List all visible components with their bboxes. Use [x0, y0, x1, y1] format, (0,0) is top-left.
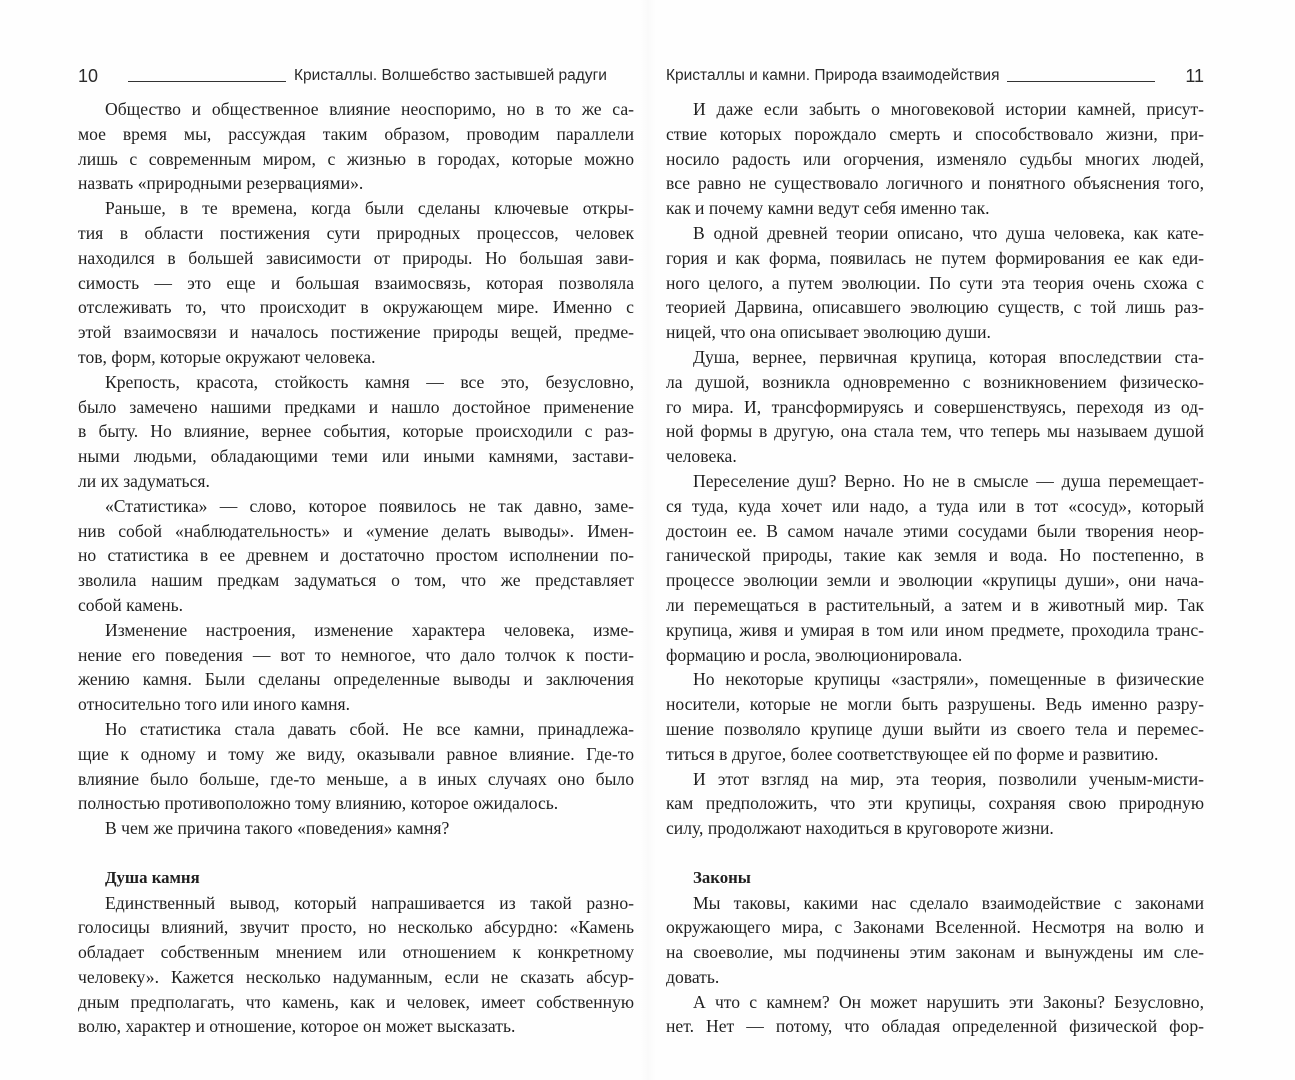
text-line: Раньше, в те времена, когда были сделаны ключевые откры- [105, 198, 634, 219]
right-running-header [666, 62, 1204, 86]
text-line: отслеживать то, что происходит в окружающем мире. Именно с [78, 297, 634, 318]
text-line: В чем же причина такого «поведения» камня? [105, 818, 450, 839]
text-line: Изменение настроения, изменение характера человека, изме- [105, 619, 634, 640]
text-line: собой камень. [78, 594, 184, 615]
text-line: жению камня. Были сделаны определенные выводы и заключения [78, 669, 634, 690]
text-line: го мира. И, трансформируясь и совершенствуясь, переходя из од- [666, 396, 1204, 417]
text-line: волю, характер и отношение, которое он может высказать. [78, 1016, 516, 1037]
text-line: обладает собственным мнением или отношением к конкретному [78, 942, 634, 963]
paragraph [78, 494, 634, 618]
text-line: ла душой, возникла одновременно с возникновением физическо- [666, 371, 1204, 392]
left-running-header [78, 62, 634, 86]
text-line: полностью противоположно тому влиянию, которое ожидалось. [78, 793, 559, 814]
text-line: достоин ее. В самом начале этими сосудами были творения неор- [666, 520, 1204, 541]
header-rule [1007, 81, 1155, 82]
text-line: все равно не существовало логичного и понятного объяснения того, [666, 173, 1204, 194]
text-line: теорией Дарвина, описавшего эволюцию существ, с той лишь раз- [666, 297, 1204, 318]
text-line: лишь с современным миром, с жизнью в городах, которые можно [78, 148, 634, 169]
text-line: тов, форм, которые окружают человека. [78, 346, 376, 367]
paragraph [78, 196, 634, 370]
paragraph [78, 97, 634, 196]
text-line: дным предполагать, что камень, как и человек, имеет собственную [78, 991, 634, 1012]
text-line: ницей, что она описывает эволюцию души. [666, 322, 991, 343]
text-line: гория и как форма, появилась не путем формирования ее как еди- [666, 247, 1204, 268]
text-line: нет. Нет — потому, что обладая определенной физической фор- [666, 1016, 1204, 1037]
paragraph [666, 97, 1204, 221]
text-line: крупица, живя и умирая в том или ином предмете, проходила транс- [666, 619, 1204, 640]
text-line: зволила нашим предкам задуматься о том, что же представляет [78, 570, 634, 591]
text-line: щие к одному и тому же виду, оказывали равное влияние. Где-то [78, 743, 634, 764]
left-page-number: 10 [78, 66, 99, 86]
text-line: шение позволяло крупице души выйти из своего тела и перемес- [666, 718, 1204, 739]
text-line: нение его поведения — вот то немногое, что дало толчок к пости- [78, 644, 634, 665]
text-line: этой взаимосвязи и началось постижение природы вещей, предме- [78, 322, 634, 343]
text-line: было замечено нашими предками и нашло достойное применение [78, 396, 634, 417]
text-line: процессе эволюции земли и эволюции «крупицы души», они нача- [666, 570, 1204, 591]
text-line: мое время мы, рассуждая таким образом, проводим параллели [78, 123, 634, 144]
right-page-text [666, 97, 1204, 1039]
text-line: носители, которые не могли быть разрушены. Ведь именно разру- [666, 694, 1204, 715]
text-line: голосицы влияний, звучит просто, но несколько абсурдно: «Камень [78, 917, 634, 938]
left-running-title: Кристаллы. Волшебство застывшей радуги [294, 67, 607, 84]
paragraph [78, 891, 634, 1040]
text-line: В одной древней теории описано, что душа человека, как кате- [693, 222, 1204, 243]
section-spacer [78, 841, 634, 866]
text-line: довать. [666, 966, 720, 987]
text-line: Единственный вывод, который напрашивается из такой разно- [105, 892, 634, 913]
text-line: кам предположить, что эти крупицы, сохраняя свою природную [666, 793, 1204, 814]
text-line: ствие которых порождало смерть и способствовало жизни, при- [666, 123, 1204, 144]
text-line: А что с камнем? Он может нарушить эти Законы? Безусловно, [693, 991, 1204, 1012]
right-page-number: 11 [1185, 66, 1204, 86]
text-line: ного целого, а путем эволюции. По сути эта теория очень схожа с [666, 272, 1204, 293]
text-line: как и почему камни ведут себя именно так. [666, 198, 990, 219]
text-line: силу, продолжают находиться в круговороте жизни. [666, 818, 1054, 839]
right-running-title: Кристаллы и камни. Природа взаимодействия [666, 67, 1000, 84]
paragraph [666, 345, 1204, 469]
paragraph [666, 767, 1204, 841]
text-line: в быту. Но влияние, вернее события, которые происходили с раз- [78, 421, 634, 442]
text-line: но статистика в ее древнем и достаточно простом исполнении по- [78, 545, 634, 566]
text-line: назвать «природными резервациями». [78, 173, 364, 194]
text-line: Общество и общественное влияние неоспоримо, но в то же са- [105, 99, 634, 119]
text-line: ной формы в другую, она стала тем, что теперь мы называем душой [666, 421, 1204, 442]
text-line: нив собой «наблюдательность» и «умение делать выводы». Имен- [78, 520, 634, 541]
text-line: человеку». Кажется несколько надуманным, если не сказать абсур- [78, 966, 634, 987]
text-line: «Статистика» — слово, которое появилось не так давно, заме- [105, 495, 634, 516]
paragraph [78, 816, 634, 841]
text-line: Но статистика стала давать сбой. Не все камни, принадлежа- [105, 718, 634, 739]
text-line: влияние было больше, где-то меньше, а в иных случаях оно было [78, 768, 634, 789]
section-heading: Законы [693, 867, 751, 887]
left-page-text [78, 97, 634, 1039]
text-line: находился в большей зависимости от природы. Но большая зави- [78, 247, 634, 268]
text-line: И этот взгляд на мир, эта теория, позволили ученым-мисти- [693, 768, 1204, 789]
text-line: Душа, вернее, первичная крупица, которая впоследствии ста- [693, 346, 1204, 367]
text-line: ными людьми, обладающими теми или иными камнями, застави- [78, 446, 634, 467]
text-line: носило радость или огорчения, изменяло судьбы многих людей, [666, 148, 1204, 169]
paragraph [78, 717, 634, 816]
text-line: ли их задуматься. [78, 470, 210, 491]
paragraph [78, 370, 634, 494]
text-line: ганической природы, такие как земля и вода. Но постепенно, в [666, 545, 1204, 566]
paragraph [666, 469, 1204, 667]
text-line: Переселение душ? Верно. Но не в смысле — душа перемещает- [693, 470, 1204, 491]
text-line: ся туда, куда хочет или надо, а туда или в тот «сосуд», который [666, 495, 1204, 516]
text-line: относительно того или иного камня. [78, 694, 351, 715]
text-line: Крепость, красота, стойкость камня — все это, безусловно, [105, 371, 634, 392]
text-line: на своеволие, мы подчинены этим законам и вынуждены им сле- [666, 942, 1204, 963]
text-line: ли перемещаться в растительный, а затем и в животный мир. Так [666, 594, 1204, 615]
text-line: окружающего мира, с Законами Вселенной. Несмотря на волю и [666, 917, 1204, 938]
header-rule [128, 81, 286, 82]
text-line: Но некоторые крупицы «застряли», помещенные в физические [693, 669, 1204, 690]
right-page [648, 0, 1295, 1080]
section-spacer [666, 841, 1204, 866]
paragraph [666, 221, 1204, 345]
paragraph [666, 891, 1204, 990]
text-line: тия в области постижения сути природных процессов, человек [78, 222, 634, 243]
text-line: симость — это еще и большая взаимосвязь, которая позволяла [78, 272, 634, 293]
text-line: формацию и росла, эволюционировала. [666, 644, 963, 665]
text-line: титься в другое, более соответствующее ей по форме и развитию. [666, 743, 1159, 764]
text-line: И даже если забыть о многовековой истории камней, присут- [693, 99, 1204, 119]
paragraph [78, 618, 634, 717]
section-heading: Душа камня [105, 867, 200, 887]
paragraph [666, 990, 1204, 1040]
paragraph [666, 667, 1204, 766]
text-line: человека. [666, 446, 737, 467]
text-line: Мы таковы, какими нас сделало взаимодействие с законами [693, 892, 1204, 913]
